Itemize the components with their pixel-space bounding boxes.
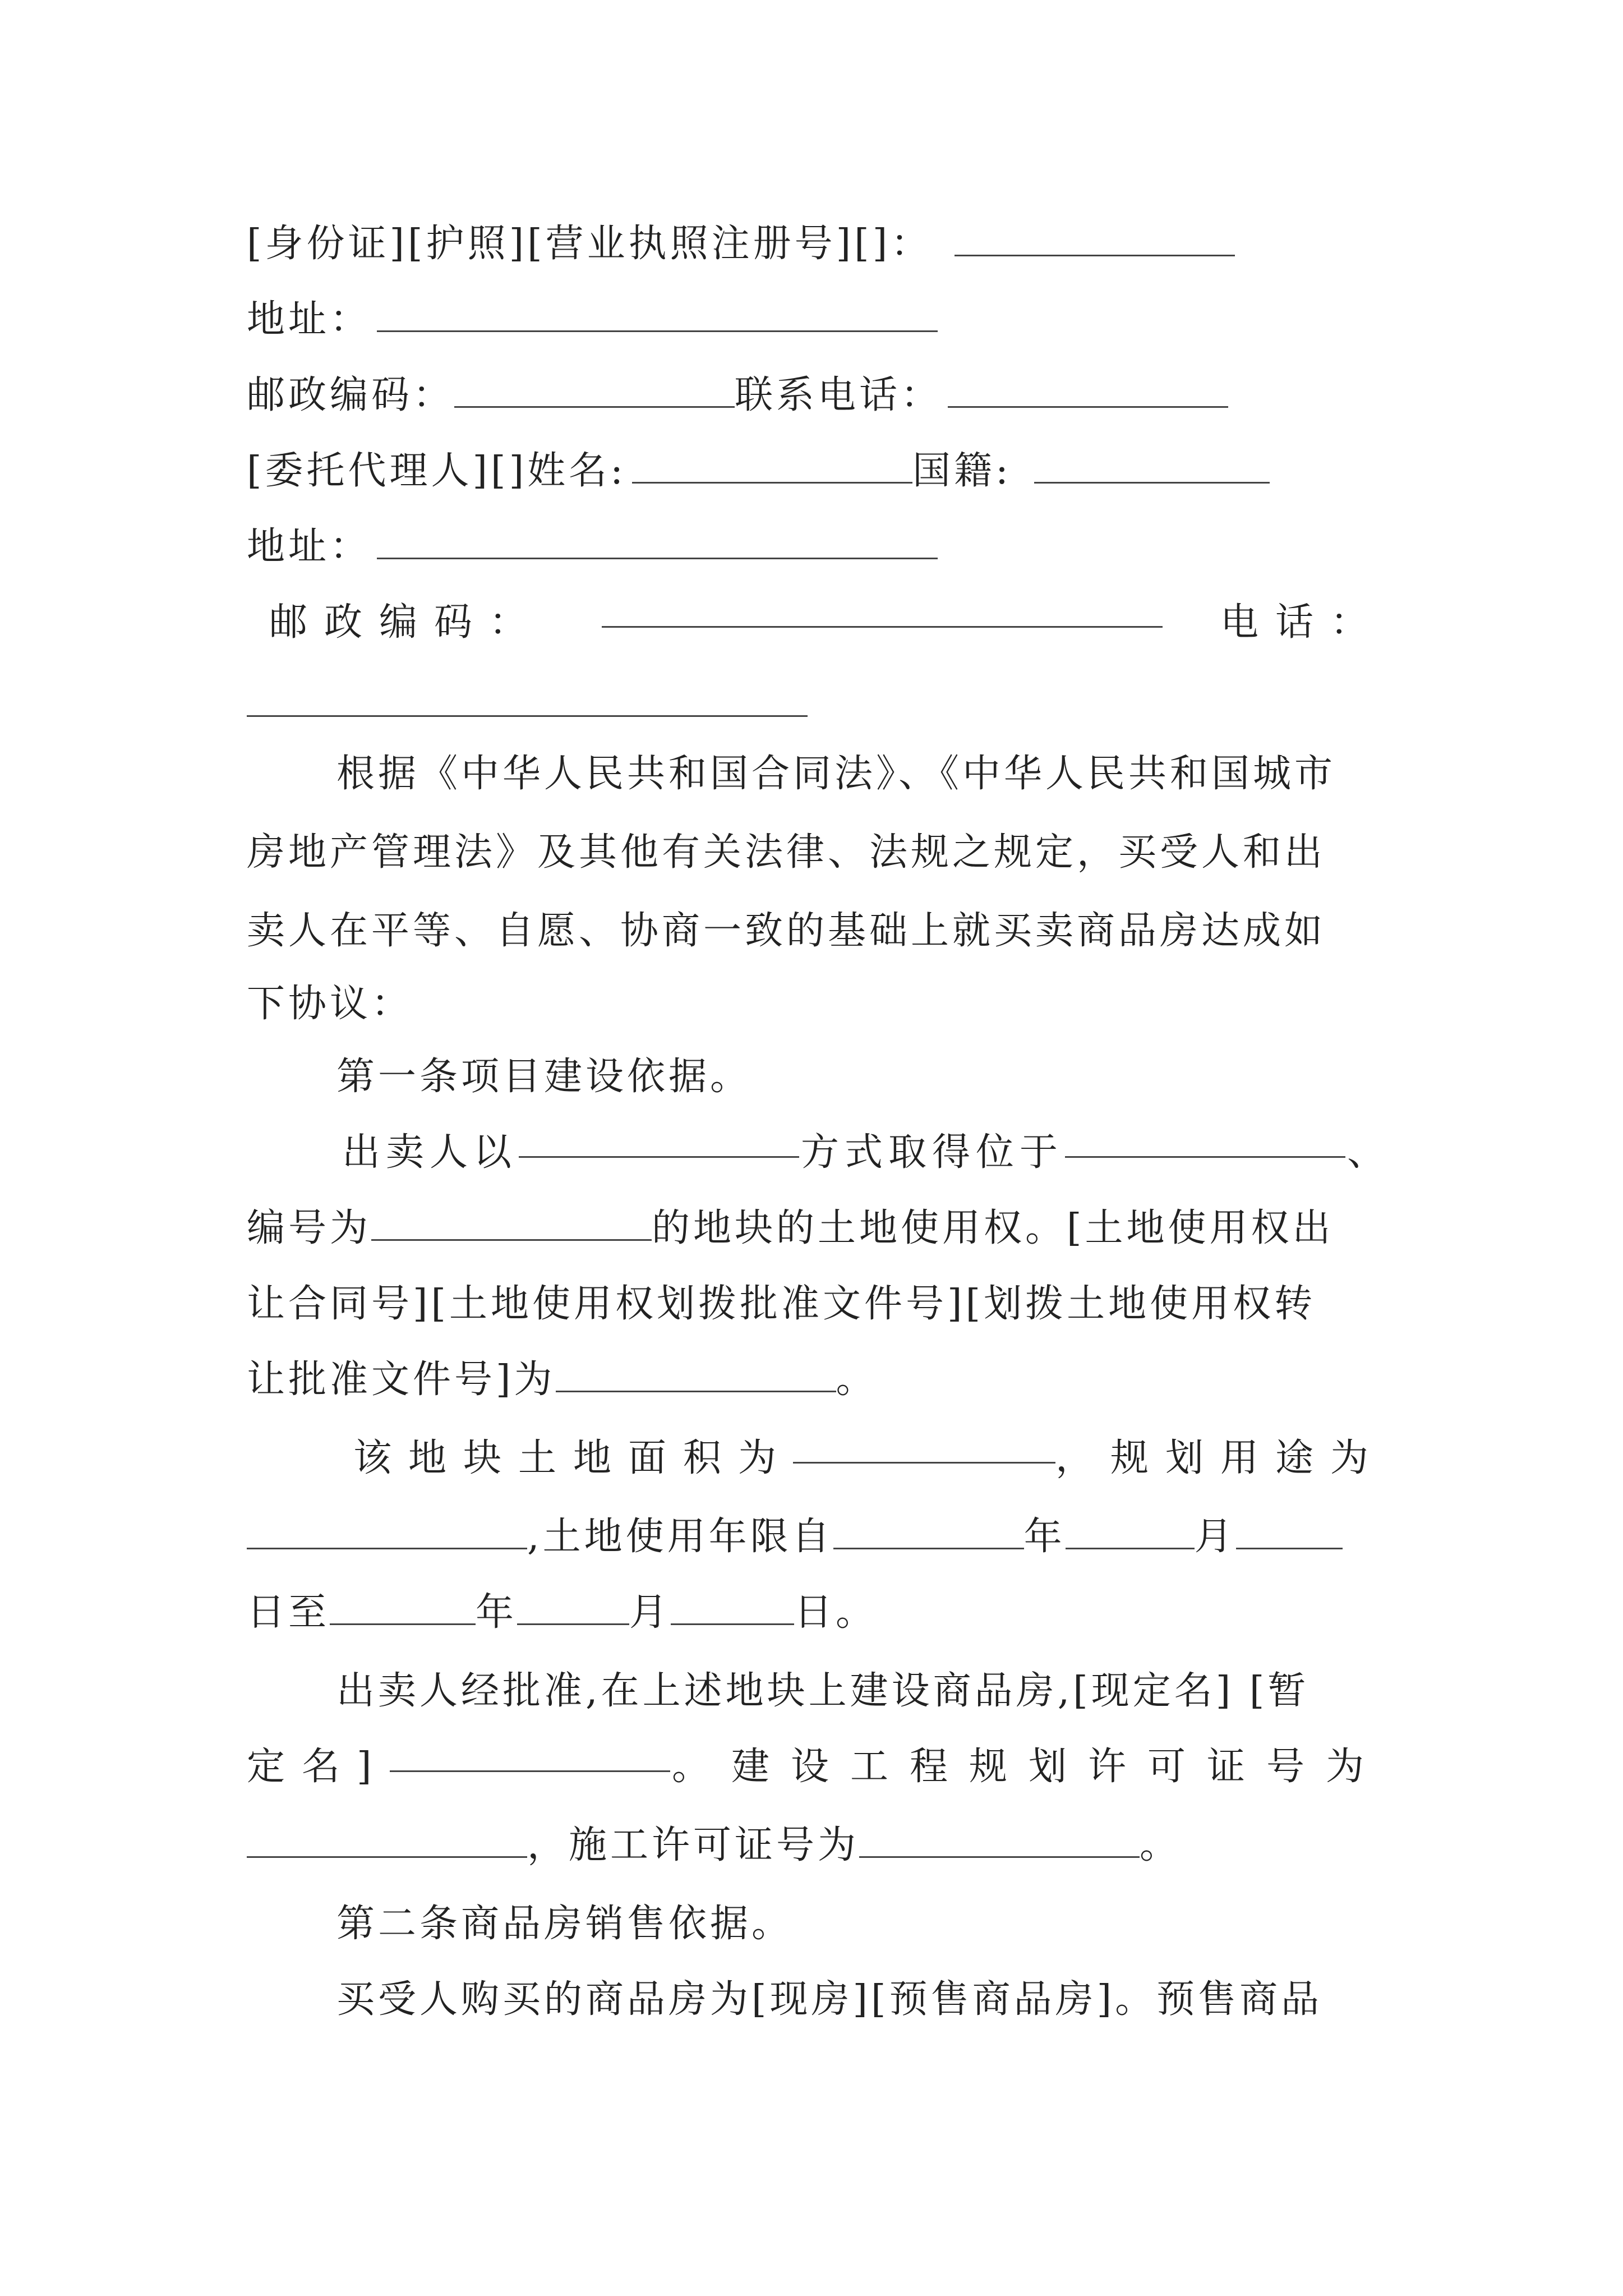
article-2-heading: 第二条商品房销售依据。 <box>336 1902 794 1946</box>
agent-postcode-label: 邮政编码： <box>269 600 545 645</box>
parcel-number-label: 编号为 <box>247 1206 372 1250</box>
end-month-label: 月 <box>629 1590 671 1635</box>
acquisition-method-blank[interactable] <box>519 1119 799 1158</box>
agent-phone-blank[interactable] <box>247 715 808 717</box>
start-month-blank[interactable] <box>1066 1511 1195 1549</box>
id-type-line <box>247 210 1385 278</box>
postcode-label: 邮政编码： <box>247 373 455 417</box>
comma-mark: 、 <box>1347 1130 1385 1175</box>
land-acquisition-line-3: 让合同号][土地使用权划拨批准文件号][划拨土地使用权转 <box>247 1282 1316 1326</box>
land-area-line-3 <box>247 1579 1385 1646</box>
project-name-line-2 <box>247 1733 1385 1801</box>
approval-doc-blank[interactable] <box>556 1354 836 1392</box>
land-area-blank[interactable] <box>793 1425 1055 1464</box>
construction-permit-label: ，施工许可证号为 <box>527 1823 860 1867</box>
agent-postcode-blank[interactable] <box>602 589 1163 628</box>
land-use-right-text: 的地块的土地使用权。[土地使用权出 <box>652 1206 1334 1250</box>
nationality-blank[interactable] <box>1034 445 1270 484</box>
location-blank[interactable] <box>1065 1119 1345 1158</box>
end-day-blank[interactable] <box>671 1586 794 1625</box>
planning-permit-blank[interactable] <box>247 1819 527 1858</box>
start-year-label: 年 <box>1023 1515 1066 1559</box>
project-name-blank[interactable] <box>390 1733 670 1772</box>
land-acquisition-line-4 <box>247 1346 1385 1414</box>
period-mark-2: 。 <box>1140 1823 1182 1867</box>
address-line-1 <box>247 286 1385 353</box>
construction-permit-blank[interactable] <box>859 1819 1140 1858</box>
agent-phone-label: 电话： <box>1220 600 1385 645</box>
preamble-line-3: 卖人在平等、自愿、协商一致的基础上就买卖商品房达成如 <box>247 909 1326 953</box>
term-to-label: 日至 <box>247 1590 330 1635</box>
end-day-label: 日。 <box>794 1590 878 1635</box>
agent-name-blank[interactable] <box>632 445 912 484</box>
planned-use-label: ，规划用途为 <box>1055 1436 1385 1480</box>
phone-label: 联系电话： <box>735 373 943 417</box>
postcode-phone-line <box>247 362 1385 429</box>
agent-line <box>247 438 1385 505</box>
start-day-blank[interactable] <box>1236 1511 1343 1549</box>
article-1-heading: 第一条项目建设依据。 <box>336 1055 752 1099</box>
planning-permit-label: 。建设工程规划许可证号为 <box>671 1745 1385 1789</box>
end-year-blank[interactable] <box>330 1586 476 1625</box>
phone-blank[interactable] <box>948 369 1228 408</box>
land-area-line-1 <box>353 1425 1385 1492</box>
land-acquisition-line-1 <box>342 1119 1385 1186</box>
address-blank[interactable] <box>377 293 938 332</box>
land-acquisition-line-2 <box>247 1195 1385 1262</box>
id-number-blank[interactable] <box>955 218 1235 256</box>
acquisition-intro: 出卖人以 <box>342 1130 518 1175</box>
period-mark: 。 <box>836 1358 878 1402</box>
start-month-label: 月 <box>1194 1515 1236 1559</box>
start-year-blank[interactable] <box>833 1511 1024 1549</box>
nationality-label: 国籍: <box>912 449 1012 493</box>
address-line-2 <box>247 513 1385 581</box>
postcode-blank[interactable] <box>454 369 735 408</box>
preamble-line-1: 根据《中华人民共和国合同法》、《中华人民共和国城市 <box>336 752 1336 796</box>
land-area-label: 该地块土地面积为 <box>353 1436 794 1480</box>
location-label: 方式取得位于 <box>800 1130 1063 1175</box>
approval-doc-label: 让批准文件号]为 <box>247 1358 556 1402</box>
agent-postcode-line <box>269 589 1385 656</box>
project-name-line-1: 出卖人经批准,在上述地块上建设商品房,[现定名] [暂 <box>336 1669 1310 1713</box>
address-label: 地址： <box>247 297 372 342</box>
planned-use-blank[interactable] <box>247 1511 527 1549</box>
preamble-line-2: 房地产管理法》及其他有关法律、法规之规定，买受人和出 <box>247 830 1326 875</box>
agent-address-label: 地址： <box>247 524 372 569</box>
end-month-blank[interactable] <box>517 1586 629 1625</box>
term-from-label: ,土地使用年限自 <box>527 1515 833 1559</box>
house-type-line-1: 买受人购买的商品房为[现房][预售商品房]。预售商品 <box>336 1977 1323 2022</box>
land-area-line-2 <box>247 1503 1385 1571</box>
preamble-line-4: 下协议： <box>247 982 413 1026</box>
parcel-number-blank[interactable] <box>371 1202 652 1241</box>
temp-name-label: 定名] <box>247 1745 389 1789</box>
end-year-label: 年 <box>476 1590 518 1635</box>
id-type-label: [身份证][护照][营业执照注册号][]： <box>247 222 933 266</box>
agent-address-blank[interactable] <box>377 521 938 559</box>
agent-name-label: [委托代理人][]姓名: <box>247 449 627 493</box>
project-name-line-3 <box>247 1812 1385 1879</box>
